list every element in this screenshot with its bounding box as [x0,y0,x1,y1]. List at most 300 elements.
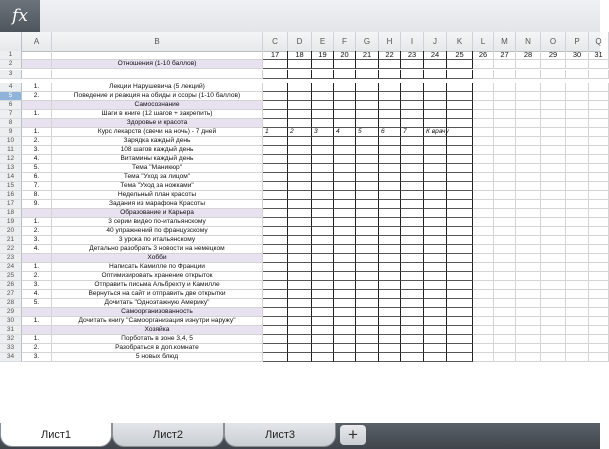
day-cell[interactable] [288,101,312,110]
day-cell[interactable] [494,119,516,128]
day-cell[interactable] [334,200,356,209]
day-cell[interactable] [566,137,589,146]
day-cell[interactable] [566,182,589,191]
day-cell[interactable] [447,101,473,110]
day-cell[interactable] [312,335,334,344]
cell-number[interactable]: 9. [22,200,52,209]
column-header[interactable]: H [379,32,401,51]
day-cell[interactable] [356,83,379,92]
day-cell[interactable] [447,182,473,191]
day-cell[interactable] [356,209,379,218]
cell-number[interactable]: 2. [22,137,52,146]
day-cell[interactable] [516,83,541,92]
day-cell[interactable] [473,119,494,128]
day-cell[interactable] [589,281,609,290]
day-cell[interactable] [473,344,494,353]
day-cell[interactable] [541,70,566,79]
cell-number[interactable] [22,51,52,60]
day-cell[interactable] [494,281,516,290]
day-cell[interactable] [541,290,566,299]
day-cell[interactable] [566,344,589,353]
day-cell[interactable] [516,92,541,101]
day-cell[interactable] [516,155,541,164]
day-cell[interactable] [334,290,356,299]
day-cell[interactable] [589,92,609,101]
day-cell[interactable] [263,353,288,362]
cell-number[interactable]: 2. [22,227,52,236]
day-cell[interactable] [566,128,589,137]
section-title[interactable]: Самоорганизованность [52,308,263,317]
day-cell[interactable] [401,335,424,344]
day-header-cell[interactable]: 27 [494,51,516,60]
column-header[interactable]: K [447,32,473,51]
cell-task[interactable]: Витамины каждый день [52,155,263,164]
day-cell[interactable] [541,218,566,227]
day-cell[interactable] [334,308,356,317]
day-cell[interactable] [288,92,312,101]
day-cell[interactable] [312,236,334,245]
day-cell[interactable] [566,101,589,110]
day-cell[interactable] [401,254,424,263]
column-header[interactable]: G [356,32,379,51]
day-cell[interactable] [447,317,473,326]
day-cell[interactable] [379,164,401,173]
day-cell[interactable] [356,155,379,164]
day-cell[interactable] [494,60,516,69]
day-cell[interactable] [516,146,541,155]
day-cell[interactable] [288,272,312,281]
day-cell[interactable] [447,236,473,245]
cell-task[interactable]: Тема "Уход за лицом" [52,173,263,182]
cell-number[interactable] [22,70,52,79]
cell-task[interactable]: 3 серии видео по-итальянскому [52,218,263,227]
day-cell[interactable] [516,263,541,272]
cell-task[interactable]: Поведение и реакция на обиды и ссоры (1-10 баллов) [52,92,263,101]
cell-task[interactable]: 5 новых блюд [52,353,263,362]
day-cell[interactable] [334,137,356,146]
day-cell[interactable] [312,191,334,200]
day-cell[interactable] [401,70,424,79]
day-cell[interactable] [424,182,447,191]
day-cell[interactable] [494,137,516,146]
section-title[interactable]: Хобби [52,254,263,263]
day-cell[interactable] [263,110,288,119]
sheet-tab-3[interactable]: Лист3 [224,423,336,447]
day-cell[interactable] [541,227,566,236]
day-cell[interactable] [447,254,473,263]
day-cell[interactable] [494,146,516,155]
day-cell[interactable] [494,335,516,344]
day-cell[interactable] [288,119,312,128]
day-cell[interactable] [379,137,401,146]
day-cell[interactable] [494,92,516,101]
day-cell[interactable] [494,308,516,317]
day-cell[interactable] [473,83,494,92]
day-cell[interactable] [312,146,334,155]
row-header[interactable]: 20 [0,227,22,236]
day-cell[interactable] [312,344,334,353]
day-cell[interactable] [447,245,473,254]
day-cell[interactable] [494,299,516,308]
column-header[interactable]: N [516,32,541,51]
day-cell[interactable] [473,299,494,308]
day-cell[interactable] [379,110,401,119]
day-cell[interactable] [541,263,566,272]
day-cell[interactable] [566,60,589,69]
day-cell[interactable] [263,335,288,344]
day-cell[interactable] [379,299,401,308]
day-cell[interactable] [541,92,566,101]
day-cell[interactable] [424,236,447,245]
day-cell[interactable] [473,236,494,245]
cell-number[interactable] [22,326,52,335]
day-cell[interactable] [447,92,473,101]
day-header-cell[interactable]: 21 [356,51,379,60]
day-cell[interactable] [356,119,379,128]
day-cell[interactable] [312,272,334,281]
day-cell[interactable] [494,254,516,263]
day-cell[interactable] [447,290,473,299]
day-cell[interactable] [424,335,447,344]
day-cell[interactable] [447,146,473,155]
day-cell[interactable] [516,353,541,362]
day-cell[interactable] [473,281,494,290]
row-header[interactable]: 2 [0,60,22,69]
day-cell[interactable] [356,344,379,353]
day-cell[interactable] [312,164,334,173]
day-cell[interactable] [379,209,401,218]
row-header[interactable]: 12 [0,155,22,164]
day-cell[interactable] [334,101,356,110]
day-value-cell[interactable]: 7 [401,128,424,137]
row-header[interactable]: 24 [0,263,22,272]
day-cell[interactable] [424,272,447,281]
day-cell[interactable] [356,308,379,317]
day-cell[interactable] [312,290,334,299]
cell-number[interactable]: 1. [22,263,52,272]
day-header-cell[interactable]: 26 [473,51,494,60]
column-header[interactable]: O [541,32,566,51]
day-cell[interactable] [401,92,424,101]
day-cell[interactable] [379,281,401,290]
day-cell[interactable] [447,344,473,353]
day-cell[interactable] [516,218,541,227]
day-cell[interactable] [334,236,356,245]
day-cell[interactable] [401,60,424,69]
day-cell[interactable] [516,164,541,173]
day-cell[interactable] [494,353,516,362]
row-header[interactable]: 3 [0,70,22,79]
cell-task[interactable]: 3 урока по итальянскому [52,236,263,245]
day-cell[interactable] [473,137,494,146]
day-cell[interactable] [288,200,312,209]
day-cell[interactable] [288,70,312,79]
day-cell[interactable] [516,245,541,254]
day-cell[interactable] [589,101,609,110]
day-cell[interactable] [401,209,424,218]
row-header[interactable]: 15 [0,182,22,191]
day-cell[interactable] [494,164,516,173]
day-cell[interactable] [401,164,424,173]
day-cell[interactable] [447,326,473,335]
day-header-cell[interactable]: 22 [379,51,401,60]
day-cell[interactable] [288,308,312,317]
day-cell[interactable] [401,236,424,245]
day-cell[interactable] [541,353,566,362]
day-cell[interactable] [312,110,334,119]
day-cell[interactable] [424,353,447,362]
day-cell[interactable] [541,272,566,281]
day-cell[interactable] [424,164,447,173]
cell-number[interactable]: 3. [22,236,52,245]
day-cell[interactable] [589,70,609,79]
day-cell[interactable] [447,173,473,182]
day-cell[interactable] [334,263,356,272]
day-cell[interactable] [473,254,494,263]
day-cell[interactable] [516,326,541,335]
day-cell[interactable] [566,146,589,155]
day-cell[interactable] [541,173,566,182]
day-cell[interactable] [566,218,589,227]
cell-task[interactable]: Разобраться в доп.комнате [52,344,263,353]
day-cell[interactable] [566,155,589,164]
day-cell[interactable] [424,209,447,218]
day-cell[interactable] [447,272,473,281]
day-cell[interactable] [541,335,566,344]
cell-task[interactable]: Курс лекарств (свечи на ночь) - 7 дней [52,128,263,137]
day-cell[interactable] [401,182,424,191]
day-cell[interactable] [494,290,516,299]
cell-task[interactable]: Написать Камилле по Франции [52,263,263,272]
day-cell[interactable] [566,245,589,254]
day-cell[interactable] [541,281,566,290]
cell-number[interactable]: 1. [22,317,52,326]
day-cell[interactable] [379,326,401,335]
day-cell[interactable] [288,155,312,164]
day-cell[interactable] [541,200,566,209]
day-cell[interactable] [589,200,609,209]
day-cell[interactable] [516,191,541,200]
section-title[interactable]: Хозяйка [52,326,263,335]
day-cell[interactable] [263,308,288,317]
day-cell[interactable] [356,101,379,110]
day-cell[interactable] [312,263,334,272]
day-cell[interactable] [424,173,447,182]
day-cell[interactable] [516,101,541,110]
day-cell[interactable] [447,218,473,227]
day-cell[interactable] [401,299,424,308]
day-cell[interactable] [401,353,424,362]
day-cell[interactable] [473,173,494,182]
day-cell[interactable] [263,290,288,299]
day-cell[interactable] [334,317,356,326]
day-cell[interactable] [288,182,312,191]
row-header[interactable]: 8 [0,119,22,128]
row-header[interactable]: 32 [0,335,22,344]
cell-task[interactable]: 108 шагов каждый день [52,146,263,155]
day-cell[interactable] [312,227,334,236]
day-cell[interactable] [589,155,609,164]
day-cell[interactable] [424,317,447,326]
day-cell[interactable] [424,155,447,164]
day-cell[interactable] [566,317,589,326]
day-cell[interactable] [473,335,494,344]
day-cell[interactable] [566,353,589,362]
day-cell[interactable] [566,200,589,209]
day-cell[interactable] [379,173,401,182]
day-cell[interactable] [589,83,609,92]
day-cell[interactable] [541,209,566,218]
day-cell[interactable] [334,227,356,236]
day-cell[interactable] [263,101,288,110]
day-cell[interactable] [447,299,473,308]
day-cell[interactable] [288,290,312,299]
day-cell[interactable] [379,308,401,317]
day-cell[interactable] [516,110,541,119]
cell-number[interactable]: 2. [22,92,52,101]
row-header[interactable]: 21 [0,236,22,245]
day-cell[interactable] [566,290,589,299]
day-cell[interactable] [288,83,312,92]
day-cell[interactable] [334,164,356,173]
cell-number[interactable]: 2. [22,272,52,281]
day-cell[interactable] [424,218,447,227]
cell-task[interactable]: Вернуться на сайт и отправить две открытки [52,290,263,299]
day-cell[interactable] [473,317,494,326]
cell-number[interactable]: 1. [22,110,52,119]
day-cell[interactable] [447,200,473,209]
day-cell[interactable] [263,164,288,173]
day-cell[interactable] [589,308,609,317]
day-cell[interactable] [589,173,609,182]
day-cell[interactable] [334,254,356,263]
day-cell[interactable] [379,272,401,281]
day-cell[interactable] [589,272,609,281]
day-cell[interactable] [566,110,589,119]
day-cell[interactable] [356,200,379,209]
day-cell[interactable] [516,182,541,191]
day-cell[interactable] [516,209,541,218]
day-cell[interactable] [541,137,566,146]
day-cell[interactable] [589,335,609,344]
day-cell[interactable] [473,290,494,299]
day-cell[interactable] [589,146,609,155]
day-cell[interactable] [356,272,379,281]
day-cell[interactable] [263,236,288,245]
day-cell[interactable] [379,218,401,227]
day-cell[interactable] [447,83,473,92]
day-cell[interactable] [356,218,379,227]
row-header[interactable]: 5 [0,92,22,101]
row-header[interactable]: 1 [0,51,22,60]
day-cell[interactable] [494,218,516,227]
day-cell[interactable] [424,146,447,155]
day-cell[interactable] [288,110,312,119]
day-cell[interactable] [379,254,401,263]
day-cell[interactable] [473,60,494,69]
day-cell[interactable] [379,245,401,254]
day-cell[interactable] [288,191,312,200]
day-cell[interactable] [516,137,541,146]
day-cell[interactable] [312,281,334,290]
day-cell[interactable] [312,83,334,92]
day-cell[interactable] [288,218,312,227]
day-cell[interactable] [263,182,288,191]
day-cell[interactable] [541,182,566,191]
day-cell[interactable] [473,272,494,281]
day-cell[interactable] [566,227,589,236]
day-cell[interactable] [312,173,334,182]
day-cell[interactable] [424,137,447,146]
day-cell[interactable] [312,119,334,128]
day-cell[interactable] [589,182,609,191]
day-cell[interactable] [541,254,566,263]
day-cell[interactable] [589,128,609,137]
day-cell[interactable] [379,191,401,200]
row-header[interactable]: 6 [0,101,22,110]
day-cell[interactable] [379,182,401,191]
day-cell[interactable] [516,236,541,245]
cell-number[interactable]: 3. [22,281,52,290]
day-cell[interactable] [334,119,356,128]
day-cell[interactable] [589,191,609,200]
day-cell[interactable] [334,353,356,362]
day-cell[interactable] [589,164,609,173]
day-cell[interactable] [379,119,401,128]
cell-number[interactable]: 3. [22,146,52,155]
day-cell[interactable] [356,191,379,200]
day-header-cell[interactable]: 29 [541,51,566,60]
day-cell[interactable] [541,317,566,326]
day-cell[interactable] [312,317,334,326]
day-cell[interactable] [356,335,379,344]
day-cell[interactable] [566,191,589,200]
cell-number[interactable] [22,101,52,110]
cell-task[interactable]: Тема "Уход за ножками" [52,182,263,191]
day-cell[interactable] [379,70,401,79]
row-header[interactable]: 11 [0,146,22,155]
row-header[interactable]: 16 [0,191,22,200]
day-cell[interactable] [494,344,516,353]
day-cell[interactable] [401,119,424,128]
day-cell[interactable] [494,101,516,110]
row-header[interactable]: 4 [0,83,22,92]
day-cell[interactable] [473,218,494,227]
row-header[interactable]: 31 [0,326,22,335]
section-title[interactable]: Здоровье и красота [52,119,263,128]
cell-task[interactable]: Тема "Маникюр" [52,164,263,173]
day-header-cell[interactable]: 19 [312,51,334,60]
day-cell[interactable] [263,209,288,218]
day-cell[interactable] [356,146,379,155]
row-header[interactable]: 33 [0,344,22,353]
day-cell[interactable] [334,92,356,101]
day-cell[interactable] [566,164,589,173]
day-cell[interactable] [447,137,473,146]
day-cell[interactable] [589,110,609,119]
day-cell[interactable] [541,164,566,173]
day-cell[interactable] [447,209,473,218]
day-cell[interactable] [401,272,424,281]
day-cell[interactable] [334,218,356,227]
cell-task[interactable]: Задания из марафона Красоты [52,200,263,209]
day-cell[interactable] [334,146,356,155]
day-cell[interactable] [288,173,312,182]
day-cell[interactable] [334,344,356,353]
day-cell[interactable] [566,70,589,79]
day-cell[interactable] [473,92,494,101]
day-cell[interactable] [288,344,312,353]
